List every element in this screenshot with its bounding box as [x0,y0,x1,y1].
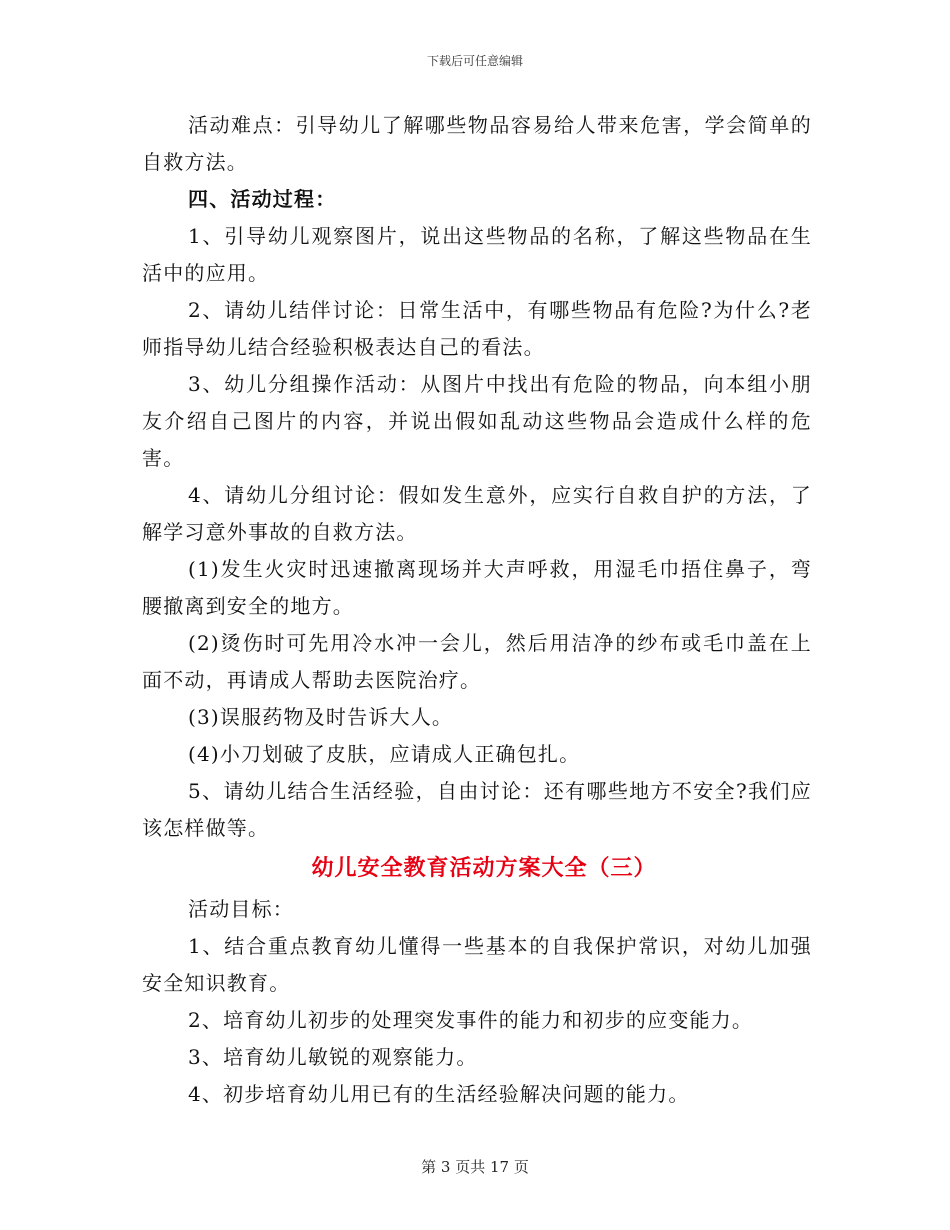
section-title: 幼儿安全教育活动方案大全（三） [311,856,657,881]
paragraph-step-4: 4、请幼儿分组讨论：假如发生意外，应实行自救自护的方法，了解学习意外事故的自救方法。 [142,483,812,544]
paragraph-step-5: 5、请幼儿结合生活经验，自由讨论：还有哪些地方不安全?我们应该怎样做等。 [142,779,812,840]
paragraph-goal-4: 4、初步培育幼儿用已有的生活经验解决问题的能力。 [188,1082,690,1106]
paragraph-step-3: 3、幼儿分组操作活动：从图片中找出有危险的物品，向本组小朋友介绍自己图片的内容，并说出假如乱动这些物品会造成什么样的危害。 [142,372,812,470]
paragraph-step-1: 1、引导幼儿观察图片，说出这些物品的名称，了解这些物品在生活中的应用。 [142,224,812,285]
paragraph-goals-label: 活动目标： [188,897,294,921]
page-number: 第 3 页共 17 页 [421,1158,529,1176]
paragraph-sub-4: (4)小刀划破了皮肤，应请成人正确包扎。 [188,742,581,766]
header-note: 下载后可任意编辑 [426,54,523,68]
paragraph-goal-2: 2、培育幼儿初步的处理突发事件的能力和初步的应变能力。 [188,1008,754,1032]
document-body [142,107,812,1113]
paragraph-goal-3: 3、培育幼儿敏锐的观察能力。 [188,1045,478,1069]
paragraph-sub-1: (1)发生火灾时迅速撤离现场并大声呼救，用湿毛巾捂住鼻子，弯腰撤离到安全的地方。 [142,557,812,618]
paragraph-sub-2: (2)烫伤时可先用冷水冲一会儿，然后用洁净的纱布或毛巾盖在上面不动，再请成人帮助去医院治疗。 [142,631,812,692]
paragraph-goal-1: 1、结合重点教育幼儿懂得一些基本的自我保护常识，对幼儿加强安全知识教育。 [142,934,812,995]
paragraph-difficulty: 活动难点：引导幼儿了解哪些物品容易给人带来危害，学会简单的自救方法。 [142,113,812,174]
paragraph-step-2: 2、请幼儿结伴讨论：日常生活中，有哪些物品有危险?为什么?老师指导幼儿结合经验积极表达自己的看法。 [142,298,812,359]
section-heading-process: 四、活动过程： [188,187,337,211]
paragraph-sub-3: (3)误服药物及时告诉大人。 [188,705,454,729]
